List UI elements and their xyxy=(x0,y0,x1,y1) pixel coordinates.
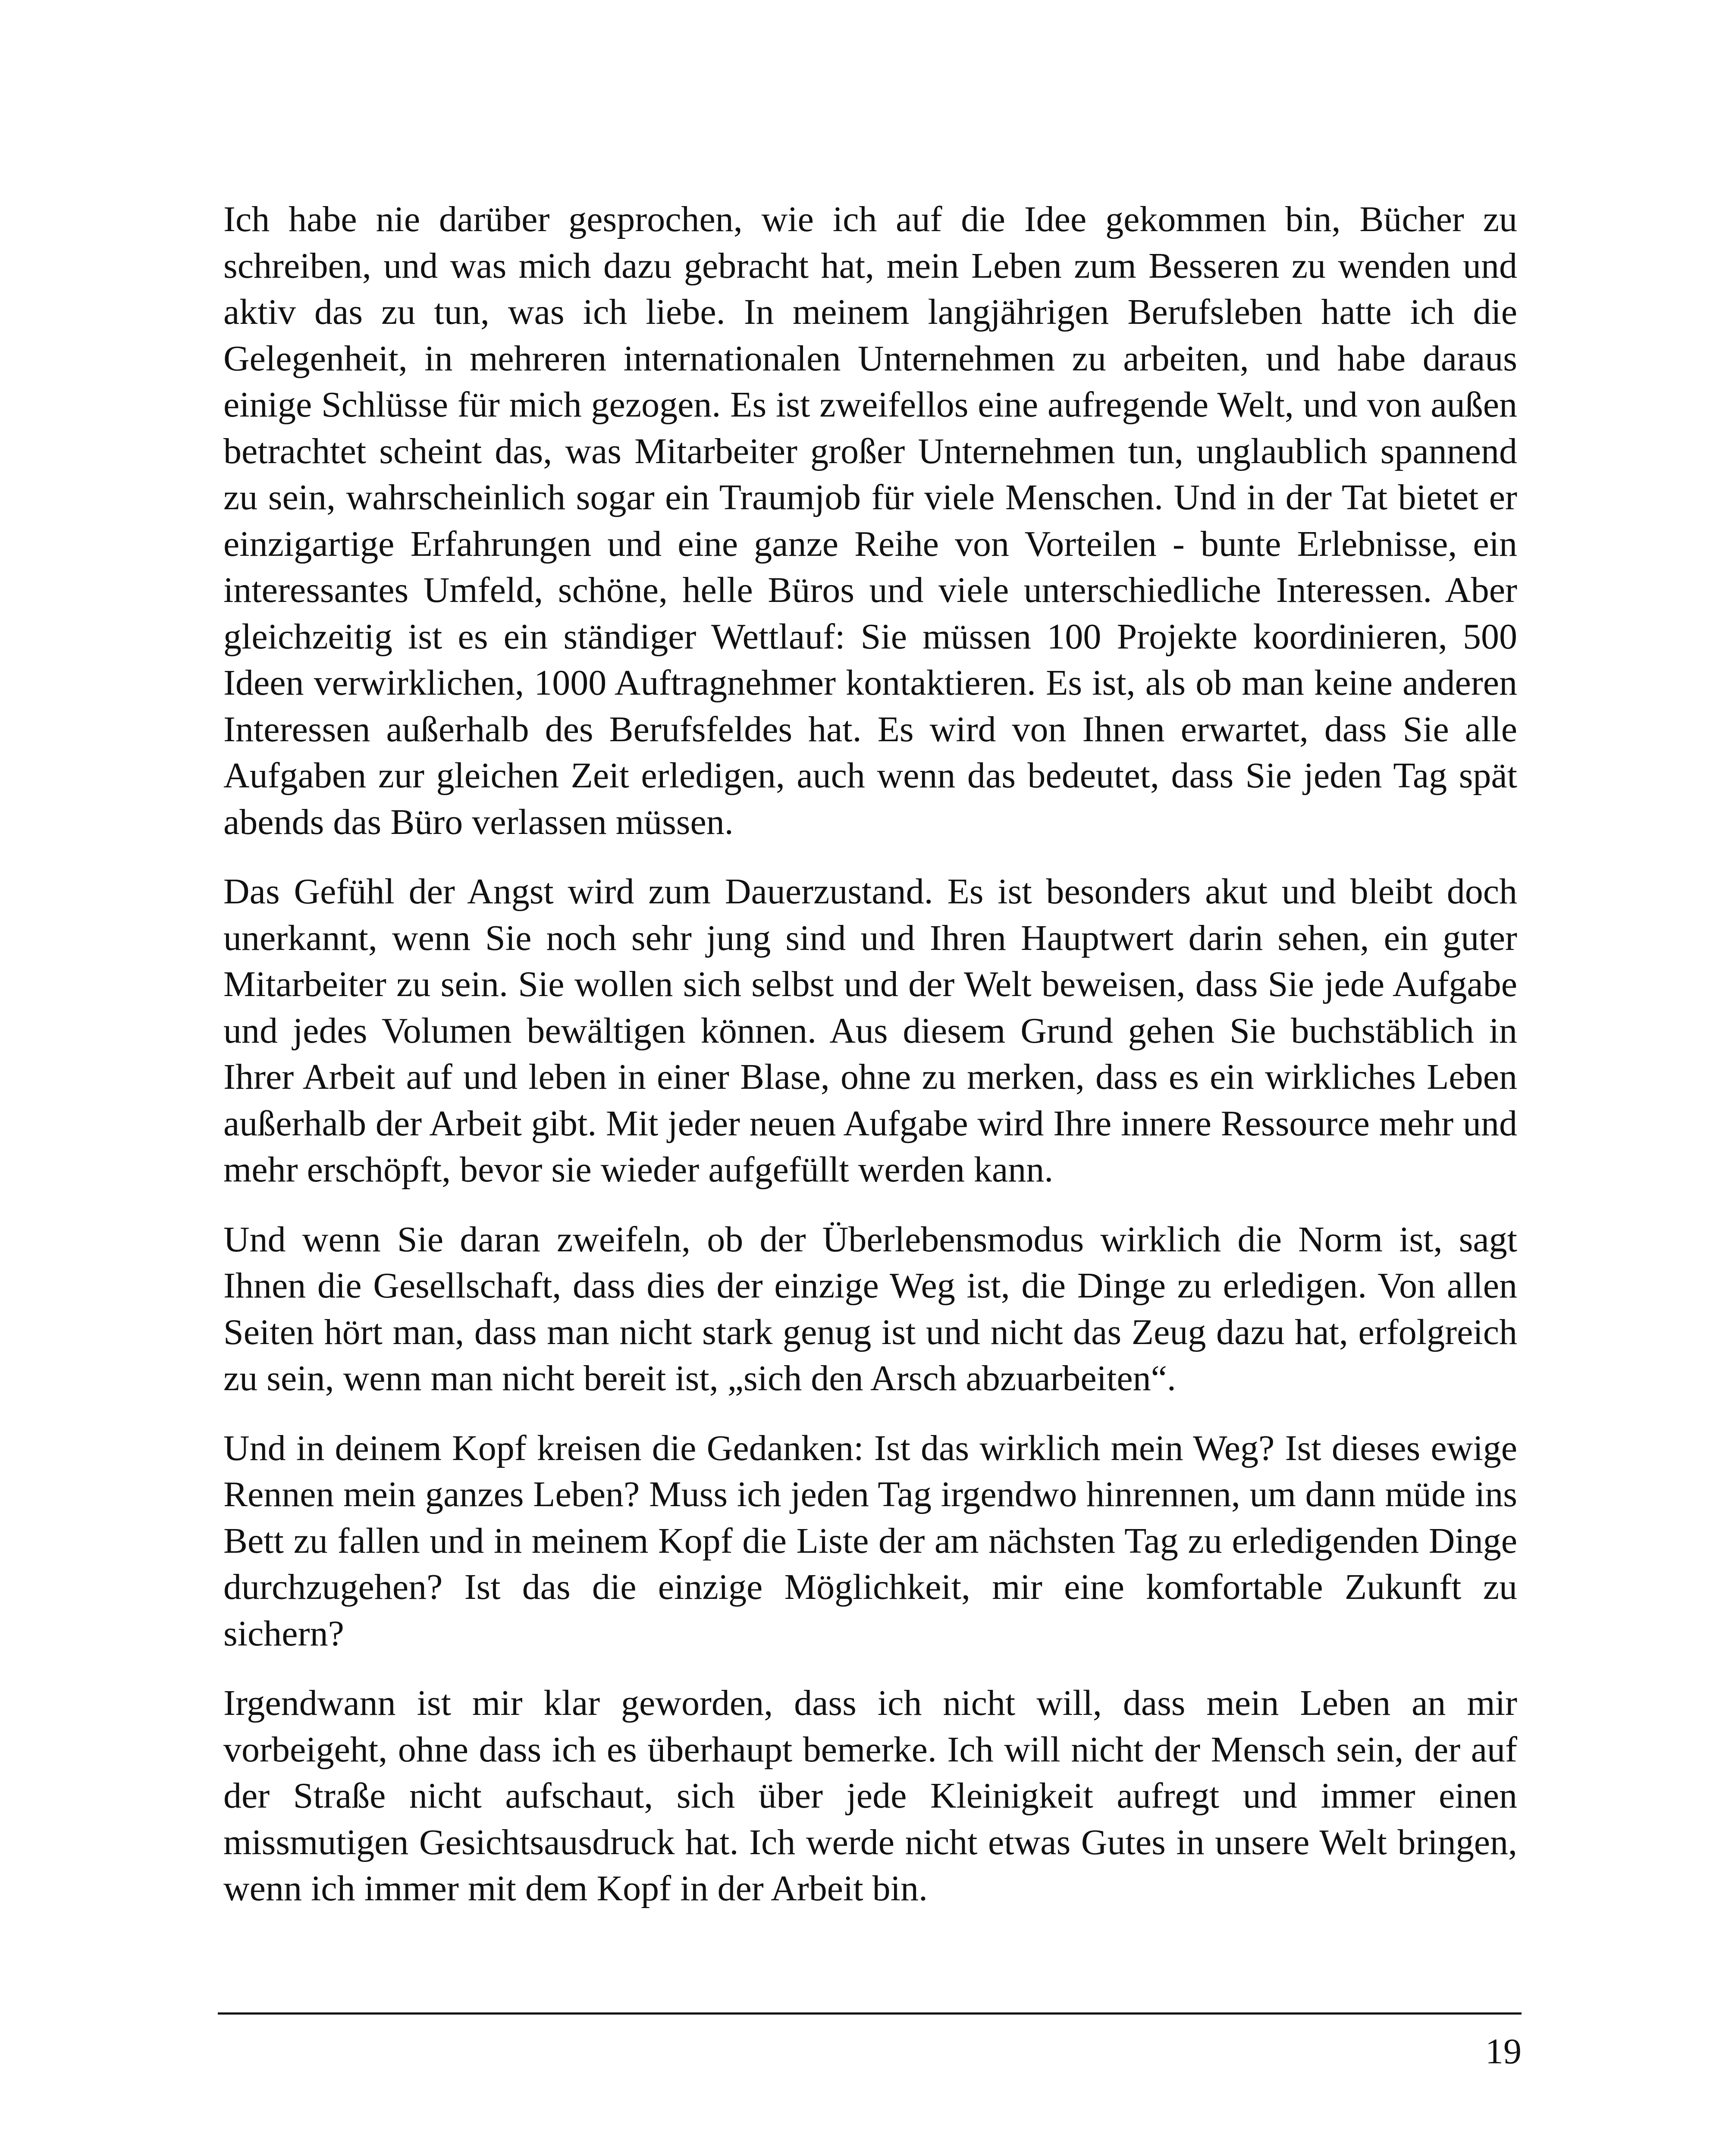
body-text xyxy=(223,196,1517,1935)
paragraph-3: Und wenn Sie daran zweifeln, ob der Überlebensmodus wirklich die Norm ist, sagt Ihnen die Gesellschaft, dass dies der einzige Weg ist, die Dinge zu erledigen. Von allen Seiten hört man, dass man nicht stark genug ist und nicht das Zeug dazu hat, erfolgreich zu sein, wenn man nicht bereit ist, „sich den Arsch abzuarbeiten“. xyxy=(223,1219,1517,1398)
paragraph-4: Und in deinem Kopf kreisen die Gedanken: Ist das wirklich mein Weg? Ist dieses ewige Rennen mein ganzes Leben? Muss ich jeden Tag irgendwo hinrennen, um dann müde ins Bett zu fallen und in meinem Kopf die Liste der am nächsten Tag zu erledigenden Dinge durchzugehen? Ist das die einzige Möglichkeit, mir eine komfortable Zukunft zu sichern? xyxy=(223,1428,1517,1654)
paragraph-5: Irgendwann ist mir klar geworden, dass ich nicht will, dass mein Leben an mir vorbeigeht, ohne dass ich es überhaupt bemerke. Ich will nicht der Mensch sein, der auf der Straße nicht aufschaut, sich über jede Kleinigkeit aufregt und immer einen missmutigen Gesichtsausdruck hat. Ich werde nicht etwas Gutes in unsere Welt bringen, wenn ich immer mit dem Kopf in der Arbeit bin. xyxy=(223,1683,1517,1908)
paragraph-1: Ich habe nie darüber gesprochen, wie ich auf die Idee gekommen bin, Bücher zu schreiben, und was mich dazu gebracht hat, mein Leben zum Besseren zu wenden und aktiv das zu tun, was ich liebe. In meinem langjährigen Berufsleben hatte ich die Gelegenheit, in mehreren internationalen Unternehmen zu arbeiten, und habe daraus einige Schlüsse für mich gezogen. Es ist zweifellos eine aufregende Welt, und von außen betrachtet scheint das, was Mitarbeiter großer Unternehmen tun, unglaublich spannend zu sein, wahrscheinlich sogar ein Traumjob für viele Menschen. Und in der Tat bietet er einzigartige Erfahrungen und eine ganze Reihe von Vorteilen - bunte Erlebnisse, ein interessantes Umfeld, schöne, helle Büros und viele unterschiedliche Interessen. Aber gleichzeitig ist es ein ständiger Wettlauf: Sie müssen 100 Projekte koordinieren, 500 Ideen verwirklichen, 1000 Auftragnehmer kontaktieren. Es ist, als ob man keine anderen Interessen außerhalb des Berufsfeldes hat. Es wird von Ihnen erwartet, dass Sie alle Aufgaben zur gleichen Zeit erledigen, auch wenn das bedeutet, dass Sie jeden Tag spät abends das Büro verlassen müssen. xyxy=(223,199,1517,842)
footer-divider xyxy=(218,2012,1522,2015)
page-number: 19 xyxy=(1485,2031,1522,2071)
paragraph-2: Das Gefühl der Angst wird zum Dauerzustand. Es ist besonders akut und bleibt doch unerkannt, wenn Sie noch sehr jung sind und Ihren Hauptwert darin sehen, ein guter Mitarbeiter zu sein. Sie wollen sich selbst und der Welt beweisen, dass Sie jede Aufgabe und jedes Volumen bewältigen können. Aus diesem Grund gehen Sie buchstäblich in Ihrer Arbeit auf und leben in einer Blase, ohne zu merken, dass es ein wirkliches Leben außerhalb der Arbeit gibt. Mit jeder neuen Aufgabe wird Ihre innere Ressource mehr und mehr erschöpft, bevor sie wieder aufgefüllt werden kann. xyxy=(223,871,1517,1190)
